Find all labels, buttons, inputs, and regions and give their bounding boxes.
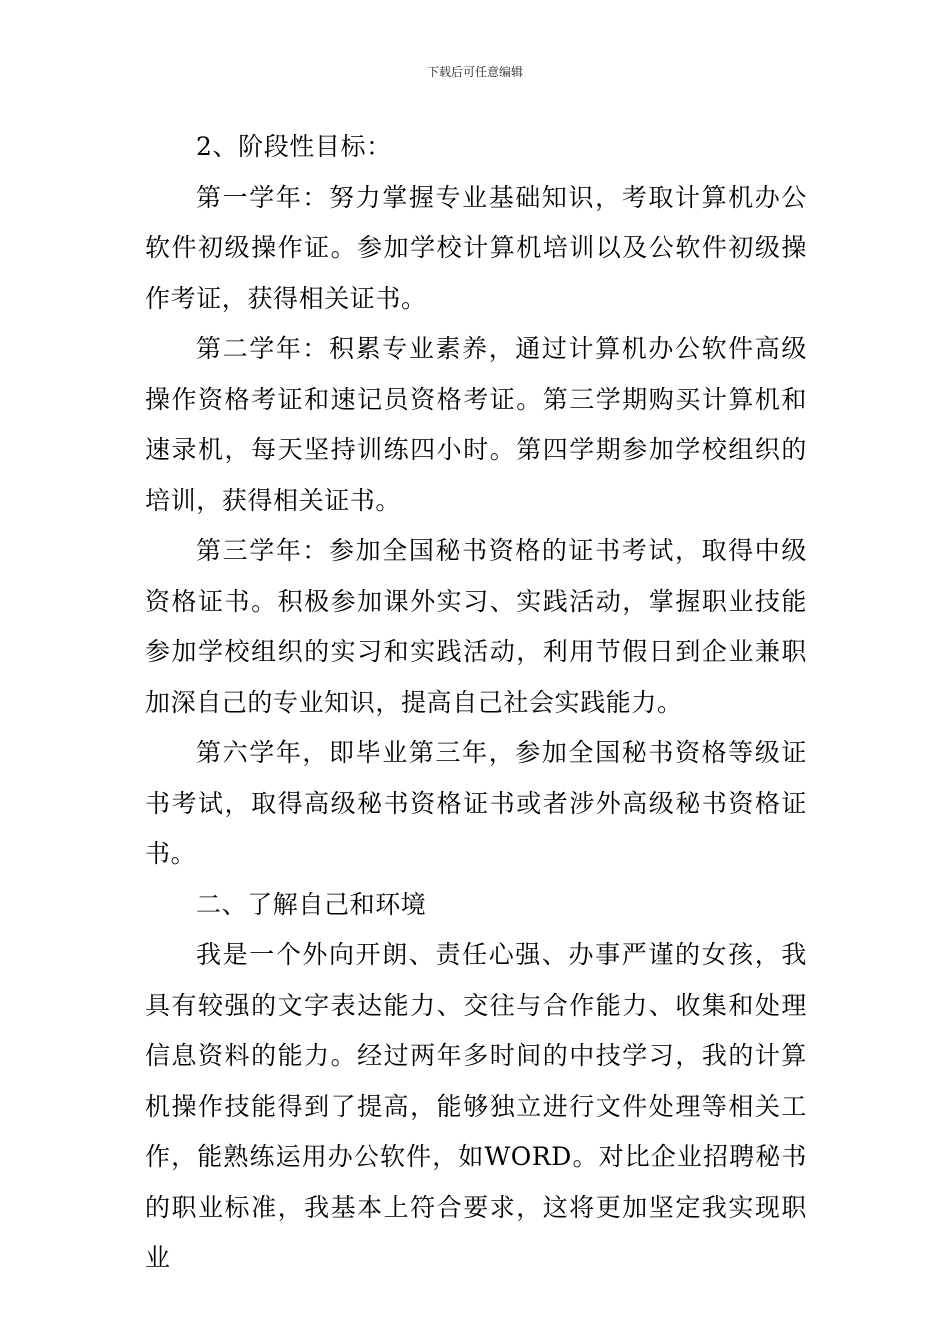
- section-heading-self-and-environment: 二、了解自己和环境: [196, 889, 427, 919]
- paragraph-sixth-year: 第六学年，即毕业第三年，参加全国秘书资格等级证书考试，取得高级秘书资格证书或者涉外高级秘书资格证书。: [145, 738, 807, 868]
- paragraph-stage-goals-heading: 2、阶段性目标：: [196, 132, 392, 161]
- document-body: [145, 122, 807, 1284]
- paragraph-second-year: 第二学年：积累专业素养，通过计算机办公软件高级操作资格考证和速记员资格考证。第三学期购买计算机和速录机，每天坚持训练四小时。第四学期参加学校组织的培训，获得相关证书。: [145, 334, 807, 515]
- paragraph-self-assessment: 我是一个外向开朗、责任心强、办事严谨的女孩，我具有较强的文字表达能力、交往与合作能力、收集和处理信息资料的能力。经过两年多时间的中技学习，我的计算机操作技能得到了提高，能够独立进行文件处理等相关工作，能熟练运用办公软件，如WORD。对比企业招聘秘书的职业标准，我基本上符合要求，这将更加坚定我实现职业: [145, 940, 807, 1272]
- page-header: 下载后可任意编辑: [426, 65, 523, 79]
- paragraph-third-year: 第三学年：参加全国秘书资格的证书考试，取得中级资格证书。积极参加课外实习、实践活动，掌握职业技能参加学校组织的实习和实践活动，利用节假日到企业兼职加深自己的专业知识，提高自己社会实践能力。: [145, 536, 807, 717]
- paragraph-first-year: 第一学年：努力掌握专业基础知识，考取计算机办公软件初级操作证。参加学校计算机培训以及公软件初级操作考证，获得相关证书。: [145, 182, 807, 313]
